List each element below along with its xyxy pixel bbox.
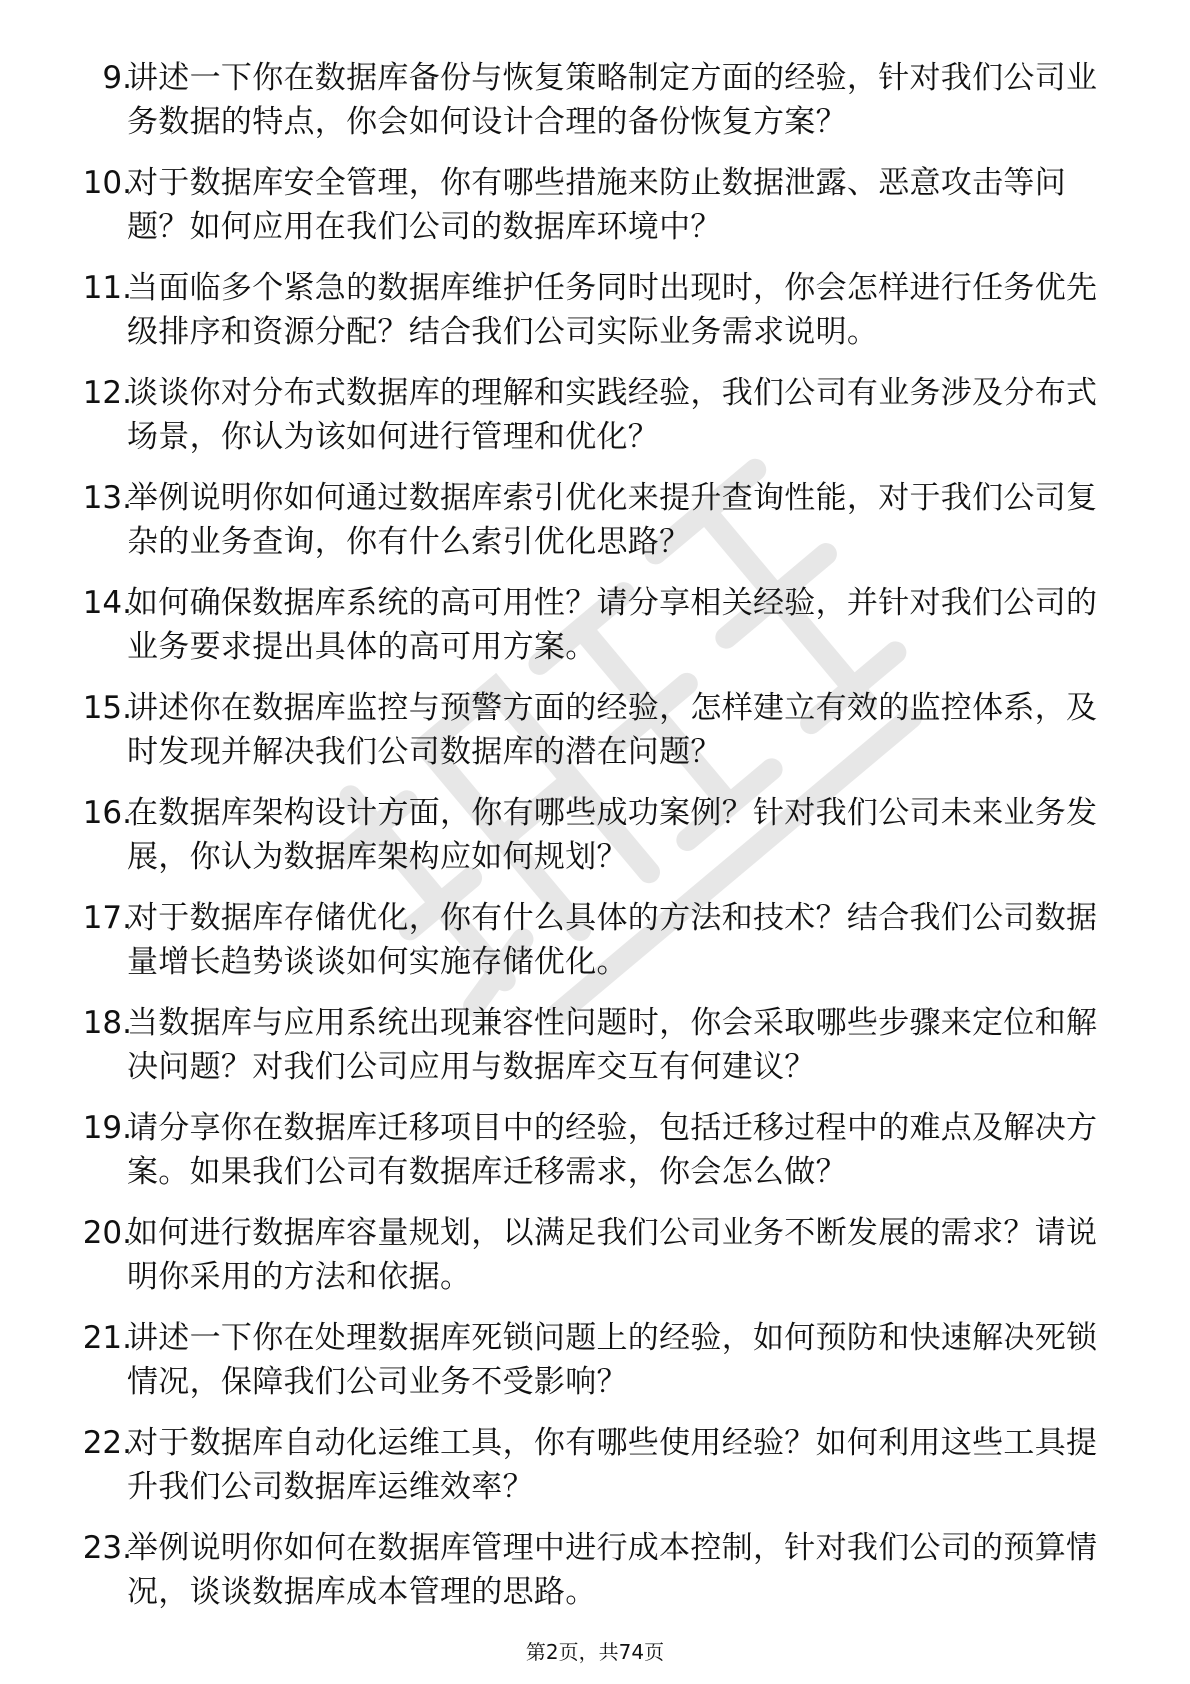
question-item <box>0 1106 1190 1211</box>
question-item <box>0 686 1190 791</box>
question-number: 9. <box>102 60 132 96</box>
question-number: 19. <box>82 1110 132 1146</box>
question-item <box>0 266 1190 371</box>
question-item <box>0 791 1190 896</box>
question-item <box>0 1211 1190 1316</box>
question-item <box>0 1421 1190 1526</box>
question-text: 对于数据库自动化运维工具，你有哪些使用经验？如何利用这些工具提升我们公司数据库运维效率？ <box>127 1425 1098 1505</box>
page-footer: 第2页，共74页 <box>525 1640 665 1664</box>
question-item <box>0 161 1190 266</box>
question-item <box>0 56 1190 161</box>
question-item <box>0 1001 1190 1106</box>
question-number: 15. <box>82 690 132 726</box>
question-list <box>0 56 1190 1631</box>
question-item <box>0 371 1190 476</box>
question-text: 如何进行数据库容量规划，以满足我们公司业务不断发展的需求？请说明你采用的方法和依据。 <box>127 1215 1098 1295</box>
question-number: 12. <box>82 375 132 411</box>
question-number: 21. <box>82 1320 132 1356</box>
question-number: 11. <box>82 270 132 306</box>
question-number: 13. <box>82 480 132 516</box>
question-text: 举例说明你如何在数据库管理中进行成本控制，针对我们公司的预算情况，谈谈数据库成本管理的思路。 <box>127 1530 1098 1610</box>
question-number: 16. <box>82 795 132 831</box>
question-text: 如何确保数据库系统的高可用性？请分享相关经验，并针对我们公司的业务要求提出具体的高可用方案。 <box>127 585 1098 665</box>
question-text: 在数据库架构设计方面，你有哪些成功案例？针对我们公司未来业务发展，你认为数据库架构应如何规划？ <box>127 795 1098 875</box>
question-text: 讲述你在数据库监控与预警方面的经验，怎样建立有效的监控体系，及时发现并解决我们公司数据库的潜在问题？ <box>127 690 1098 770</box>
question-text: 谈谈你对分布式数据库的理解和实践经验，我们公司有业务涉及分布式场景，你认为该如何进行管理和优化？ <box>127 375 1098 455</box>
question-number: 22. <box>82 1425 132 1461</box>
question-text: 讲述一下你在处理数据库死锁问题上的经验，如何预防和快速解决死锁情况，保障我们公司业务不受影响？ <box>127 1320 1098 1400</box>
question-text: 对于数据库存储优化，你有什么具体的方法和技术？结合我们公司数据量增长趋势谈谈如何实施存储优化。 <box>127 900 1098 980</box>
question-item <box>0 1316 1190 1421</box>
question-item <box>0 581 1190 686</box>
question-text: 当面临多个紧急的数据库维护任务同时出现时，你会怎样进行任务优先级排序和资源分配？结合我们公司实际业务需求说明。 <box>127 270 1098 350</box>
question-number: 18. <box>82 1005 132 1041</box>
question-item <box>0 476 1190 581</box>
question-number: 20. <box>82 1215 132 1251</box>
question-number: 10. <box>82 165 132 201</box>
question-number: 14. <box>82 585 132 621</box>
question-number: 17. <box>82 900 132 936</box>
question-item <box>0 896 1190 1001</box>
question-text: 请分享你在数据库迁移项目中的经验，包括迁移过程中的难点及解决方案。如果我们公司有数据库迁移需求，你会怎么做？ <box>127 1110 1098 1190</box>
question-text: 讲述一下你在数据库备份与恢复策略制定方面的经验，针对我们公司业务数据的特点，你会如何设计合理的备份恢复方案？ <box>127 60 1098 140</box>
question-text: 当数据库与应用系统出现兼容性问题时，你会采取哪些步骤来定位和解决问题？对我们公司应用与数据库交互有何建议？ <box>127 1005 1098 1085</box>
question-text: 举例说明你如何通过数据库索引优化来提升查询性能，对于我们公司复杂的业务查询，你有什么索引优化思路？ <box>127 480 1098 560</box>
question-text: 对于数据库安全管理，你有哪些措施来防止数据泄露、恶意攻击等问题？如何应用在我们公司的数据库环境中？ <box>127 165 1066 245</box>
question-item <box>0 1526 1190 1631</box>
question-number: 23. <box>82 1530 132 1566</box>
